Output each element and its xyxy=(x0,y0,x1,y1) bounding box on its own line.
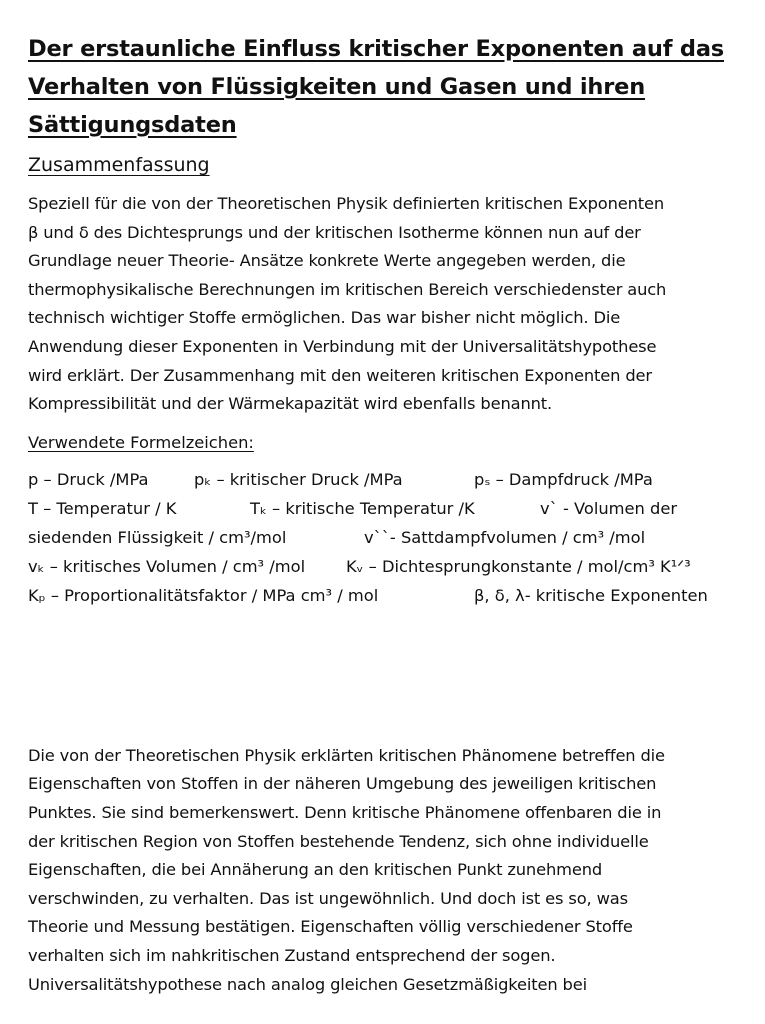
symbol-ps: pₛ – Dampfdruck /MPa xyxy=(474,469,653,489)
body-line: verschwinden, zu verhalten. Das ist ungewöhnlich. Und doch ist es so, was xyxy=(28,888,628,908)
summary-line: thermophysikalische Berechnungen im kritischen Bereich verschiedenster auch xyxy=(28,279,667,299)
body-line: Punktes. Sie sind bemerkenswert. Denn kritische Phänomene offenbaren die in xyxy=(28,802,662,822)
symbol-v1: v` - Volumen der xyxy=(540,498,678,518)
symbol-Kp: Kₚ – Proportionalitätsfaktor / MPa cm³ / mol xyxy=(28,585,379,605)
symbol-exponents: β, δ, λ- kritische Exponenten xyxy=(474,585,708,605)
summary-line: Grundlage neuer Theorie- Ansätze konkrete Werte angegeben werden, die xyxy=(28,251,626,271)
body-line: Theorie und Messung bestätigen. Eigenschaften völlig verschiedener Stoffe xyxy=(28,917,633,937)
symbol-Tk: Tₖ – kritische Temperatur /K xyxy=(250,498,475,518)
symbols-row xyxy=(28,523,748,552)
summary-line: Kompressibilität und der Wärmekapazität wird ebenfalls benannt. xyxy=(28,394,553,414)
document-title xyxy=(28,30,748,144)
symbols-row xyxy=(28,581,748,610)
body-paragraph xyxy=(28,742,748,999)
title-line: Sättigungsdaten xyxy=(28,112,237,138)
summary-line: β und δ des Dichtesprungs und der kritischen Isotherme können nun auf der xyxy=(28,222,641,242)
body-line: Eigenschaften von Stoffen in der näheren Umgebung des jeweiligen kritischen xyxy=(28,774,657,794)
summary-line: technisch wichtiger Stoffe ermöglichen. Das war bisher nicht möglich. Die xyxy=(28,308,621,328)
body-line: Eigenschaften, die bei Annäherung an den kritischen Punkt zunehmend xyxy=(28,860,603,880)
symbol-T: T – Temperatur / K xyxy=(28,498,177,518)
symbols-row xyxy=(28,552,748,581)
body-line: verhalten sich im nahkritischen Zustand entsprechend der sogen. xyxy=(28,945,556,965)
symbols-row xyxy=(28,494,748,523)
title-line: Verhalten von Flüssigkeiten und Gasen und ihren xyxy=(28,74,646,100)
body-line: Die von der Theoretischen Physik erklärten kritischen Phänomene betreffen die xyxy=(28,745,665,765)
symbol-Kv: Kᵥ – Dichtesprungkonstante / mol/cm³ K¹ᐟ³ xyxy=(346,556,691,576)
summary-line: Speziell für die von der Theoretischen Physik definierten kritischen Exponenten xyxy=(28,194,665,213)
title-line: Der erstaunliche Einfluss kritischer Exponenten auf das xyxy=(28,36,724,62)
blank-space xyxy=(28,610,748,732)
symbol-v2: v``- Sattdampfvolumen / cm³ /mol xyxy=(364,527,646,547)
symbols-heading: Verwendete Formelzeichen: xyxy=(28,432,254,452)
symbol-vk: vₖ – kritisches Volumen / cm³ /mol xyxy=(28,556,306,576)
summary-paragraph xyxy=(28,190,748,419)
summary-line: Anwendung dieser Exponenten in Verbindung mit der Universalitätshypothese xyxy=(28,336,657,356)
summary-heading: Zusammenfassung xyxy=(28,154,210,176)
document-page xyxy=(28,30,748,999)
symbols-row xyxy=(28,465,748,494)
body-line: der kritischen Region von Stoffen bestehende Tendenz, sich ohne individuelle xyxy=(28,831,649,851)
symbol-v1-cont: siedenden Flüssigkeit / cm³/mol xyxy=(28,527,287,547)
symbol-pk: pₖ – kritischer Druck /MPa xyxy=(194,469,403,489)
symbol-p: p – Druck /MPa xyxy=(28,469,149,489)
symbols-list xyxy=(28,465,748,610)
body-line: Universalitätshypothese nach analog gleichen Gesetzmäßigkeiten bei xyxy=(28,974,587,994)
summary-line: wird erklärt. Der Zusammenhang mit den weiteren kritischen Exponenten der xyxy=(28,365,652,385)
